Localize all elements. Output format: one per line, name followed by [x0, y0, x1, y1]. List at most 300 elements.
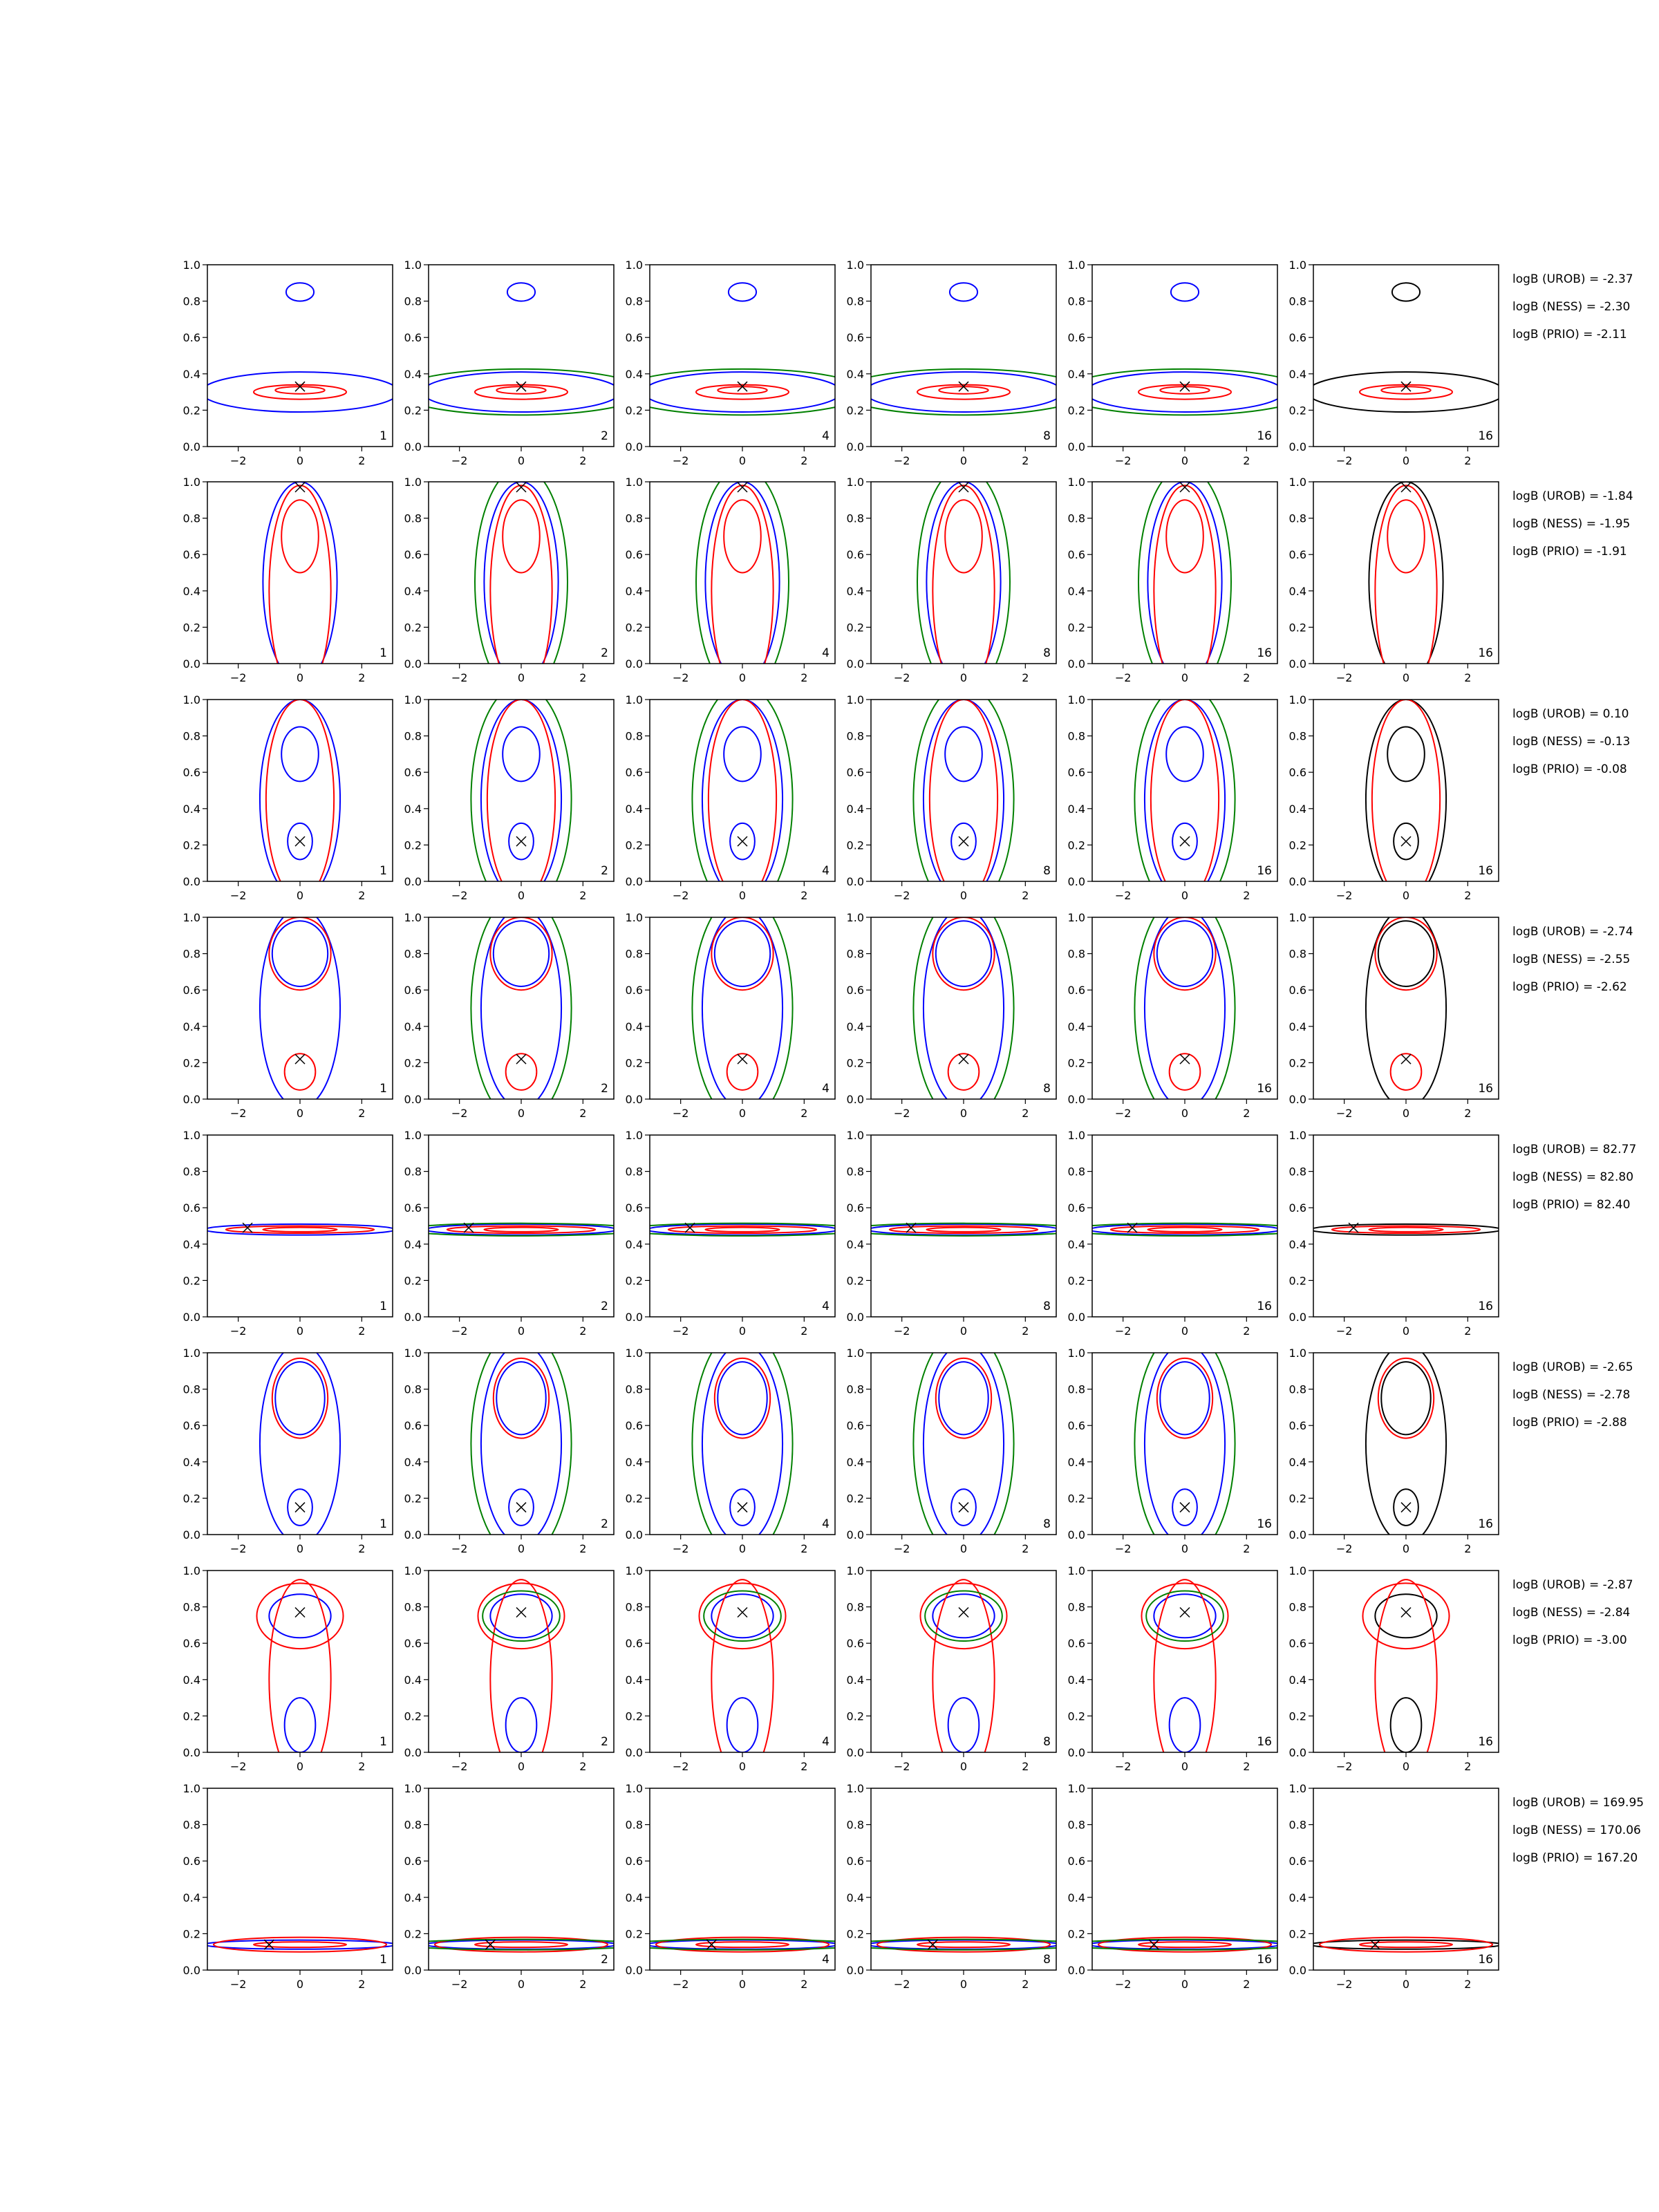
y-tick-label: 0.4 — [1288, 1673, 1306, 1687]
y-tick-label: 1.0 — [846, 1129, 864, 1142]
y-tick-label: 0.4 — [182, 1891, 200, 1904]
panel — [626, 893, 835, 1123]
contour-urob — [711, 1594, 773, 1638]
panel-label: 16 — [1478, 646, 1493, 660]
y-tick-label: 0.6 — [404, 331, 422, 345]
contour-urob — [503, 727, 540, 781]
axes-frame — [1313, 917, 1499, 1099]
panel — [1289, 693, 1499, 902]
y-tick-label: 0.4 — [1288, 367, 1306, 381]
y-tick-label: 0.6 — [404, 1855, 422, 1868]
y-tick-label: 0.6 — [1288, 1201, 1306, 1215]
x-tick-label: 2 — [800, 889, 808, 902]
x-tick-label: −2 — [893, 671, 910, 684]
y-tick-label: 0.8 — [182, 947, 200, 961]
x-tick-label: 2 — [1022, 1324, 1029, 1338]
y-tick-label: 0.8 — [625, 1600, 643, 1614]
x-tick-label: 2 — [1022, 1542, 1029, 1555]
panel — [626, 1329, 835, 1559]
y-tick-label: 1.0 — [1288, 911, 1306, 924]
y-tick-label: 0.2 — [846, 838, 864, 852]
x-tick-label: 2 — [1022, 1760, 1029, 1773]
x-tick-label: −2 — [672, 1107, 689, 1120]
y-tick-label: 0.4 — [404, 367, 422, 381]
x-tick-label: −2 — [672, 1760, 689, 1773]
x-tick-label: 2 — [1464, 1978, 1472, 1991]
contour-urob — [260, 1344, 340, 1544]
contour-urob — [1154, 1594, 1215, 1638]
y-tick-label: 0.8 — [625, 1818, 643, 1832]
x-tick-label: 0 — [1402, 671, 1410, 684]
row-7 — [183, 1564, 1633, 1779]
panel — [402, 1782, 641, 1991]
y-tick-label: 0.0 — [625, 1964, 643, 1977]
y-tick-label: 0.4 — [1067, 367, 1085, 381]
y-tick-label: 0.0 — [625, 1528, 643, 1541]
x-tick-label: 2 — [1022, 671, 1029, 684]
y-tick-label: 0.6 — [1067, 331, 1085, 345]
y-tick-label: 0.0 — [1067, 1964, 1085, 1977]
x-tick-label: 2 — [1464, 1324, 1472, 1338]
x-tick-label: 0 — [1402, 1542, 1410, 1555]
axes-frame — [650, 1788, 835, 1970]
row-2 — [183, 467, 1633, 697]
panel-label: 16 — [1257, 1517, 1272, 1531]
contour-urob — [481, 1344, 561, 1544]
y-tick-label: 0.2 — [1067, 1709, 1085, 1723]
truth-marker — [928, 1940, 937, 1949]
y-tick-label: 1.0 — [1067, 911, 1085, 924]
panel — [844, 1782, 1083, 1991]
x-tick-label: −2 — [1114, 1107, 1132, 1120]
contours — [1065, 1938, 1304, 1952]
panel — [847, 893, 1056, 1123]
y-tick-label: 0.6 — [625, 1637, 643, 1651]
contour-ness — [263, 1228, 337, 1232]
truth-marker — [1180, 1503, 1190, 1512]
panel — [626, 1564, 835, 1779]
y-tick-label: 0.8 — [1067, 294, 1085, 308]
y-tick-label: 0.6 — [625, 1201, 643, 1215]
contours — [260, 908, 340, 1108]
contours — [623, 1938, 862, 1952]
y-tick-label: 1.0 — [404, 911, 422, 924]
y-tick-label: 0.0 — [1288, 1964, 1306, 1977]
contour-prio — [844, 1224, 1083, 1236]
contour-ness — [945, 500, 982, 572]
contour-urob — [729, 283, 756, 301]
panel-label: 8 — [1043, 429, 1051, 443]
x-tick-label: −2 — [1335, 1760, 1353, 1773]
contour-urob — [1145, 700, 1225, 899]
contour-ness — [269, 917, 330, 990]
panel-label: 16 — [1257, 429, 1272, 443]
y-tick-label: 0.6 — [625, 548, 643, 562]
x-tick-label: 0 — [959, 671, 968, 684]
y-tick-label: 0.0 — [625, 657, 643, 671]
panel-label: 4 — [822, 1735, 830, 1749]
y-tick-label: 1.0 — [182, 1129, 200, 1142]
contour-urob — [950, 283, 977, 301]
y-tick-label: 1.0 — [404, 1564, 422, 1577]
y-tick-label: 0.8 — [1067, 512, 1085, 525]
panel-label: 4 — [822, 864, 830, 878]
truth-marker — [738, 482, 747, 492]
y-tick-label: 0.6 — [1067, 984, 1085, 997]
x-tick-label: 0 — [1181, 671, 1189, 684]
y-tick-label: 0.2 — [182, 838, 200, 852]
y-tick-label: 0.6 — [846, 1419, 864, 1433]
panel — [402, 1129, 641, 1338]
y-tick-label: 0.4 — [625, 1020, 643, 1033]
y-tick-label: 0.0 — [182, 1528, 200, 1541]
x-tick-label: 2 — [1243, 1760, 1250, 1773]
truth-marker — [959, 482, 968, 492]
y-tick-label: 0.6 — [404, 548, 422, 562]
y-tick-label: 0.4 — [404, 1455, 422, 1469]
truth-marker — [295, 482, 305, 492]
y-tick-label: 0.2 — [846, 1709, 864, 1723]
x-tick-label: 2 — [800, 454, 808, 467]
contour-urob — [1170, 1698, 1201, 1752]
x-tick-label: 2 — [800, 1542, 808, 1555]
contour-ness — [932, 917, 994, 990]
panel — [847, 467, 1056, 697]
contour-prio — [913, 684, 1013, 915]
x-tick-label: 2 — [358, 1324, 366, 1338]
contours — [1134, 893, 1235, 1123]
x-tick-label: 2 — [1243, 1107, 1250, 1120]
logb-annotation: logB (NESS) = -1.95 — [1512, 517, 1631, 531]
contour-ness — [490, 917, 552, 990]
contour-prio — [471, 1329, 571, 1559]
y-tick-label: 1.0 — [846, 1564, 864, 1577]
contours — [840, 283, 1087, 418]
y-tick-label: 0.6 — [625, 1419, 643, 1433]
panel-label: 4 — [822, 1082, 830, 1096]
y-tick-label: 0.8 — [404, 1600, 422, 1614]
contours — [623, 1224, 862, 1236]
y-tick-label: 0.0 — [404, 1964, 422, 1977]
y-tick-label: 0.6 — [625, 1855, 643, 1868]
contour-prio — [692, 893, 792, 1123]
y-tick-label: 1.0 — [404, 1782, 422, 1795]
x-tick-label: −2 — [1335, 671, 1353, 684]
truth-marker — [1370, 1940, 1380, 1949]
x-tick-label: 2 — [579, 454, 587, 467]
contour-urob — [924, 1344, 1004, 1544]
contours — [844, 1938, 1083, 1952]
y-tick-label: 0.8 — [846, 947, 864, 961]
contours — [1362, 1580, 1449, 1779]
contour-ness — [1369, 1228, 1443, 1232]
x-tick-label: −2 — [229, 454, 247, 467]
y-tick-label: 0.0 — [625, 875, 643, 888]
y-tick-label: 0.0 — [404, 875, 422, 888]
y-tick-label: 0.0 — [1288, 1528, 1306, 1541]
panel — [404, 1329, 614, 1559]
x-tick-label: −2 — [893, 1760, 910, 1773]
y-tick-label: 0.8 — [846, 294, 864, 308]
truth-marker — [1180, 836, 1190, 846]
y-tick-label: 0.4 — [846, 802, 864, 816]
x-tick-label: 0 — [296, 1760, 304, 1773]
y-tick-label: 0.2 — [846, 1274, 864, 1288]
y-tick-label: 0.8 — [625, 729, 643, 743]
x-tick-label: 0 — [1181, 1324, 1189, 1338]
y-tick-label: 0.2 — [182, 621, 200, 635]
axes-frame — [871, 1788, 1056, 1970]
contour-ness — [1147, 1228, 1221, 1232]
panel — [626, 684, 835, 915]
y-tick-label: 0.6 — [404, 1201, 422, 1215]
y-tick-label: 0.2 — [625, 1274, 643, 1288]
x-tick-label: 0 — [1402, 1760, 1410, 1773]
truth-marker — [516, 1503, 526, 1512]
y-tick-label: 0.8 — [625, 1165, 643, 1179]
y-tick-label: 0.0 — [404, 1311, 422, 1324]
panel — [404, 684, 614, 915]
logb-annotation: logB (UROB) = -1.84 — [1512, 489, 1633, 503]
panel — [1289, 259, 1505, 467]
y-tick-label: 0.2 — [625, 404, 643, 418]
x-tick-label: 0 — [738, 1542, 747, 1555]
x-tick-label: −2 — [893, 1542, 910, 1555]
y-tick-label: 0.4 — [1288, 1891, 1306, 1904]
y-tick-label: 1.0 — [404, 259, 422, 272]
y-tick-label: 0.4 — [1067, 1237, 1085, 1251]
y-tick-label: 1.0 — [1067, 1782, 1085, 1795]
x-tick-label: −2 — [1114, 889, 1132, 902]
x-tick-label: −2 — [1335, 454, 1353, 467]
contours — [1307, 283, 1505, 412]
panel — [183, 1344, 393, 1555]
y-tick-label: 0.2 — [1288, 1274, 1306, 1288]
contour-ness — [281, 500, 319, 572]
x-tick-label: −2 — [1114, 1324, 1132, 1338]
y-tick-label: 0.0 — [846, 440, 864, 453]
y-tick-label: 0.2 — [1288, 1056, 1306, 1070]
y-tick-label: 0.8 — [1288, 1165, 1306, 1179]
y-tick-label: 0.2 — [404, 1492, 422, 1506]
y-tick-label: 0.6 — [1067, 1419, 1085, 1433]
contour-prio — [913, 1329, 1013, 1559]
truth-marker — [295, 1503, 305, 1512]
y-tick-label: 0.2 — [1288, 1709, 1306, 1723]
contour-urob — [865, 372, 1062, 412]
logb-annotation: logB (PRIO) = -2.11 — [1512, 328, 1627, 341]
truth-marker — [738, 1054, 747, 1064]
row-6 — [183, 1329, 1633, 1559]
contour-urob — [286, 283, 314, 301]
logb-annotation: logB (UROB) = 169.95 — [1512, 1796, 1644, 1810]
contours — [844, 1224, 1083, 1236]
contour-ness — [484, 1228, 558, 1232]
y-tick-label: 0.4 — [182, 367, 200, 381]
y-tick-label: 0.6 — [182, 1419, 200, 1433]
x-tick-label: 2 — [1464, 454, 1472, 467]
contour-ness — [503, 500, 540, 572]
x-tick-label: 0 — [517, 1107, 525, 1120]
contour-urob — [1171, 283, 1199, 301]
x-tick-label: 2 — [358, 1978, 366, 1991]
panel-label: 16 — [1478, 429, 1493, 443]
logb-annotation: logB (UROB) = -2.74 — [1512, 925, 1633, 939]
y-tick-label: 1.0 — [846, 693, 864, 706]
y-tick-label: 1.0 — [182, 259, 200, 272]
truth-marker — [485, 1940, 495, 1949]
y-tick-label: 1.0 — [182, 1564, 200, 1577]
contour-prio — [696, 467, 789, 697]
contour-urob — [939, 1362, 988, 1434]
panel-label: 1 — [379, 1735, 387, 1749]
contour-prio — [1134, 893, 1235, 1123]
contour-urob — [496, 1362, 545, 1434]
panel — [1289, 1129, 1502, 1338]
y-tick-label: 0.2 — [182, 404, 200, 418]
contour-urob — [727, 1698, 758, 1752]
x-tick-label: 2 — [1022, 1978, 1029, 1991]
y-tick-label: 0.6 — [1288, 548, 1306, 562]
axes-frame — [1313, 1788, 1499, 1970]
contour-ness — [275, 386, 324, 394]
contour-urob — [201, 372, 399, 412]
y-tick-label: 1.0 — [182, 1782, 200, 1795]
y-tick-label: 0.6 — [846, 766, 864, 780]
x-tick-label: 0 — [296, 1324, 304, 1338]
y-tick-label: 0.4 — [1288, 584, 1306, 598]
y-tick-label: 1.0 — [1288, 1782, 1306, 1795]
contour-prio — [623, 1224, 862, 1236]
y-tick-label: 1.0 — [625, 476, 643, 489]
y-tick-label: 0.0 — [182, 440, 200, 453]
x-tick-label: 0 — [517, 1542, 525, 1555]
panel — [1289, 1344, 1499, 1555]
y-tick-label: 0.6 — [404, 984, 422, 997]
row-5 — [183, 1129, 1637, 1338]
x-tick-label: 0 — [517, 1978, 525, 1991]
contour-prio — [1134, 1329, 1235, 1559]
y-tick-label: 0.4 — [182, 1237, 200, 1251]
logb-annotation: logB (NESS) = 82.80 — [1512, 1170, 1634, 1184]
contour-ness — [490, 1580, 552, 1779]
y-tick-label: 0.8 — [404, 294, 422, 308]
y-tick-label: 0.0 — [1067, 1746, 1085, 1759]
y-tick-label: 0.8 — [182, 294, 200, 308]
contour-ness — [1387, 500, 1425, 572]
x-tick-label: 2 — [579, 1324, 587, 1338]
axes-frame — [871, 265, 1056, 447]
x-tick-label: 0 — [959, 1978, 968, 1991]
y-tick-label: 0.0 — [625, 1093, 643, 1106]
contours — [205, 1938, 396, 1952]
x-tick-label: −2 — [672, 1542, 689, 1555]
y-tick-label: 0.0 — [404, 1093, 422, 1106]
y-tick-label: 0.4 — [404, 584, 422, 598]
x-tick-label: 2 — [1022, 1107, 1029, 1120]
contours — [205, 1224, 396, 1235]
panel-label: 1 — [379, 646, 387, 660]
x-tick-label: −2 — [893, 454, 910, 467]
y-tick-label: 1.0 — [1288, 1347, 1306, 1360]
panel — [183, 259, 399, 467]
contour-reference — [1307, 372, 1505, 412]
y-tick-label: 0.4 — [182, 1020, 200, 1033]
y-tick-label: 0.6 — [1067, 1637, 1085, 1651]
contours — [1061, 283, 1308, 418]
contour-ness — [1372, 700, 1440, 899]
logb-annotation: logB (PRIO) = -1.91 — [1512, 545, 1627, 559]
contour-reference — [1391, 1698, 1422, 1752]
contour-prio — [840, 369, 1087, 418]
y-tick-label: 0.2 — [625, 838, 643, 852]
axes-frame — [871, 917, 1056, 1099]
contour-prio — [1134, 684, 1235, 915]
y-tick-label: 0.8 — [182, 512, 200, 525]
contour-ness — [1154, 1580, 1215, 1779]
x-tick-label: 2 — [1243, 1324, 1250, 1338]
truth-marker — [1401, 836, 1411, 846]
y-tick-label: 0.2 — [404, 404, 422, 418]
y-tick-label: 0.0 — [1067, 1528, 1085, 1541]
contours — [692, 684, 792, 915]
panel-label: 1 — [379, 1953, 387, 1967]
y-tick-label: 0.2 — [846, 1492, 864, 1506]
y-tick-label: 1.0 — [1288, 693, 1306, 706]
y-tick-label: 0.8 — [182, 1165, 200, 1179]
y-tick-label: 0.6 — [1288, 766, 1306, 780]
truth-marker — [959, 1054, 968, 1064]
y-tick-label: 0.4 — [846, 1673, 864, 1687]
contour-reference — [1366, 1344, 1446, 1544]
contour-urob — [422, 372, 620, 412]
contours — [471, 684, 571, 915]
y-tick-label: 0.0 — [1067, 440, 1085, 453]
contours — [1366, 700, 1446, 899]
contour-urob — [494, 921, 549, 986]
contour-urob — [715, 921, 770, 986]
x-tick-label: 0 — [1402, 889, 1410, 902]
x-tick-label: 0 — [959, 454, 968, 467]
y-tick-label: 0.4 — [1067, 1455, 1085, 1469]
y-tick-label: 1.0 — [404, 1129, 422, 1142]
contour-urob — [506, 1698, 537, 1752]
x-tick-label: 2 — [358, 1107, 366, 1120]
y-tick-label: 0.4 — [1067, 1891, 1085, 1904]
contours — [696, 467, 789, 697]
y-tick-label: 0.6 — [1288, 1855, 1306, 1868]
contour-ness — [494, 1358, 549, 1438]
y-tick-label: 0.8 — [1067, 1382, 1085, 1396]
panel — [404, 1564, 614, 1779]
y-tick-label: 0.8 — [1288, 729, 1306, 743]
panel-label: 1 — [379, 1082, 387, 1096]
x-tick-label: 0 — [517, 889, 525, 902]
row-1 — [183, 259, 1633, 467]
x-tick-label: −2 — [1335, 1978, 1353, 1991]
y-tick-label: 0.0 — [182, 1964, 200, 1977]
contour-urob — [644, 372, 841, 412]
x-tick-label: 2 — [579, 1760, 587, 1773]
y-tick-label: 1.0 — [625, 693, 643, 706]
contour-ness — [711, 1580, 773, 1779]
contour-ness — [1375, 1580, 1436, 1779]
y-tick-label: 0.6 — [182, 766, 200, 780]
panel — [840, 259, 1087, 467]
x-tick-label: 0 — [738, 1760, 747, 1773]
contour-ness — [487, 700, 555, 899]
truth-marker — [295, 836, 305, 846]
